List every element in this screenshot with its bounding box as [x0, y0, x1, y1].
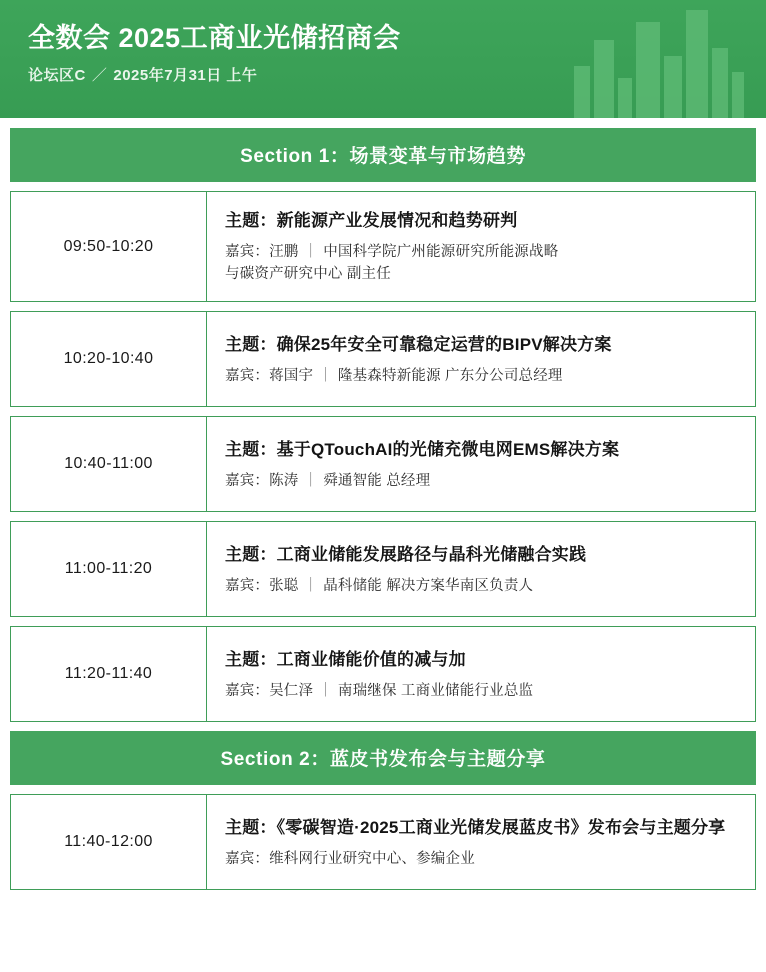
row-guest: [225, 242, 741, 286]
guest-org: 晶科储能 解决方案华南区负责人: [323, 577, 534, 594]
subtitle-separator: ／: [91, 67, 108, 85]
row-topic: 主题：基于QTouchAI的光储充微电网EMS解决方案: [225, 439, 620, 459]
guest-name: 嘉宾：汪鹏: [225, 243, 299, 260]
row-topic: 主题：新能源产业发展情况和趋势研判: [225, 211, 518, 230]
row-guest: [225, 849, 741, 871]
table-row: [10, 191, 756, 302]
row-time: 11:20-11:40: [11, 627, 207, 721]
row-guest: [225, 576, 741, 598]
row-topic: 主题：确保25年安全可靠稳定运营的BIPV解决方案: [225, 334, 612, 354]
guest-org: 舜通智能 总经理: [323, 472, 431, 489]
row-guest: [225, 366, 741, 388]
page-title: 全数会 2025工商业光储招商会: [28, 23, 401, 53]
row-guest: [225, 681, 741, 703]
guest-name: 嘉宾：维科网行业研究中心、参编企业: [225, 850, 475, 867]
row-guest: [225, 471, 741, 493]
guest-org: 南瑞继保 工商业储能行业总监: [337, 682, 534, 699]
row-topic: 主题：《零碳智造·2025工商业光储发展蓝皮书》发布会与主题分享: [225, 817, 726, 837]
guest-org: 中国科学院广州能源研究所能源战略: [323, 243, 559, 260]
guest-separator: ｜: [303, 243, 319, 260]
table-row: [10, 521, 756, 617]
datetime-label: 2025年7月31日 上午: [113, 67, 258, 85]
row-info: [207, 795, 755, 889]
row-info: [207, 312, 755, 406]
row-info: [207, 522, 755, 616]
row-time: 10:20-10:40: [11, 312, 207, 406]
row-time: 11:00-11:20: [11, 522, 207, 616]
venue-label: 论坛区C: [28, 67, 86, 85]
table-row: [10, 311, 756, 407]
poster-header: [0, 0, 766, 118]
section-header-1: Section 1：场景变革与市场趋势: [10, 128, 756, 182]
guest-org-line2: 与碳资产研究中心 副主任: [225, 265, 391, 282]
section-header-2: Section 2：蓝皮书发布会与主题分享: [10, 731, 756, 785]
table-row: [10, 626, 756, 722]
table-row: [10, 416, 756, 512]
guest-separator: ｜: [303, 472, 319, 489]
guest-name: 嘉宾：蒋国宇: [225, 367, 314, 384]
row-info: [207, 627, 755, 721]
row-info: [207, 417, 755, 511]
guest-separator: ｜: [318, 367, 333, 384]
row-info: [207, 192, 755, 301]
row-time: 10:40-11:00: [11, 417, 207, 511]
row-topic: 主题：工商业储能价值的减与加: [225, 649, 466, 669]
guest-name: 嘉宾：陈涛: [225, 472, 299, 489]
agenda-body: [0, 118, 766, 890]
table-row: [10, 794, 756, 890]
guest-separator: ｜: [318, 682, 333, 699]
row-time: 09:50-10:20: [11, 192, 207, 301]
guest-org: 隆基森特新能源 广东分公司总经理: [337, 367, 563, 384]
header-subtitle: [28, 64, 766, 85]
guest-name: 嘉宾：吴仁泽: [225, 682, 314, 699]
row-topic: 主题：工商业储能发展路径与晶科光储融合实践: [225, 544, 587, 564]
guest-name: 嘉宾：张聪: [225, 577, 299, 594]
guest-separator: ｜: [303, 577, 319, 594]
row-time: 11:40-12:00: [11, 795, 207, 889]
